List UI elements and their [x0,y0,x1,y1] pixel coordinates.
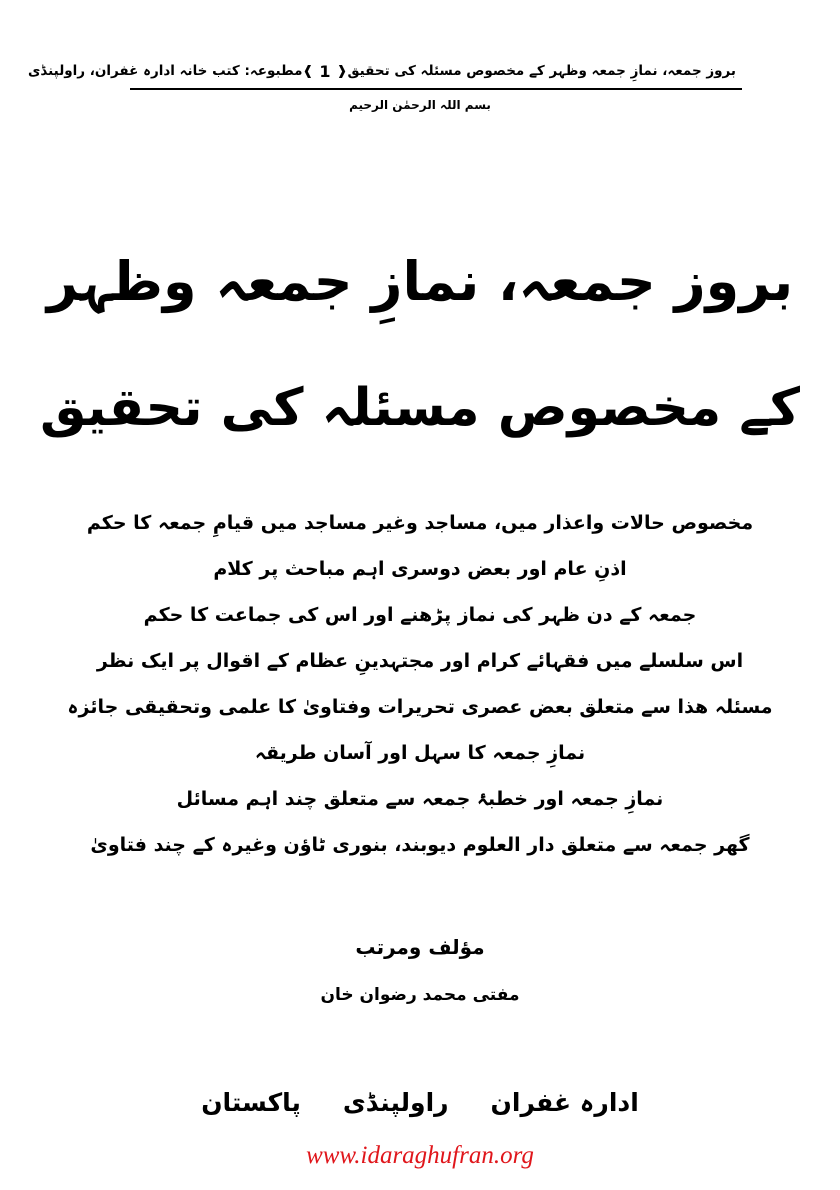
subject-item: نمازِ جمعہ اور خطبۂ جمعہ سے متعلق چند اہم مسائل [176,788,664,810]
subject-item: اذنِ عام اور بعض دوسری اہم مباحث پر کلام [213,558,627,580]
header-book-title: بروز جمعہ، نمازِ جمعہ وظہر کے مخصوص مسئلہ کی تحقیق [347,63,736,79]
publisher-country: پاکستان [201,1088,301,1117]
book-title-line-2: کے مخصوص مسئلہ کی تحقیق [40,378,800,438]
ornament-right-icon: ❱ [336,63,348,79]
ornament-left-icon: ❰ [302,63,314,79]
subject-item: گھر جمعہ سے متعلق دار العلوم دیوبند، بنوری ٹاؤن وغیرہ کے چند فتاویٰ [90,834,750,856]
bismillah: بسم اللہ الرحمٰن الرحیم [349,98,491,112]
subject-item: اس سلسلے میں فقہائے کرام اور مجتہدینِ عظام کے اقوال پر ایک نظر [96,650,744,672]
book-title-line-1: بروز جمعہ، نمازِ جمعہ وظہر [46,250,794,313]
page-number: 1 [319,61,331,81]
running-header [28,58,736,84]
publisher-name: ادارہ غفران [490,1088,639,1117]
page-number-badge [302,62,347,81]
subject-item: نمازِ جمعہ کا سہل اور آسان طریقہ [254,742,586,764]
publisher-line [0,1088,840,1117]
publisher-city: راولپنڈی [342,1088,449,1117]
subject-list [60,500,780,868]
subject-item: جمعہ کے دن ظہر کی نماز پڑھنے اور اس کی جماعت کا حکم [143,604,697,626]
header-publisher-line: مطبوعہ: کتب خانہ ادارہ غفران، راولپنڈی [28,63,303,79]
subject-item: مخصوص حالات واعذار میں، مساجد وغیر مساجد میں قیامِ جمعہ کا حکم [86,512,754,534]
author-name: مفتی محمد رضوان خان [320,985,520,1005]
subject-item: مسئلہ ھذا سے متعلق بعض عصری تحریرات وفتاویٰ کا علمی وتحقیقی جائزہ [67,696,773,718]
website-link[interactable]: www.idaraghufran.org [306,1142,534,1169]
header-divider [130,88,742,90]
author-role: مؤلف ومرتب [355,935,485,959]
